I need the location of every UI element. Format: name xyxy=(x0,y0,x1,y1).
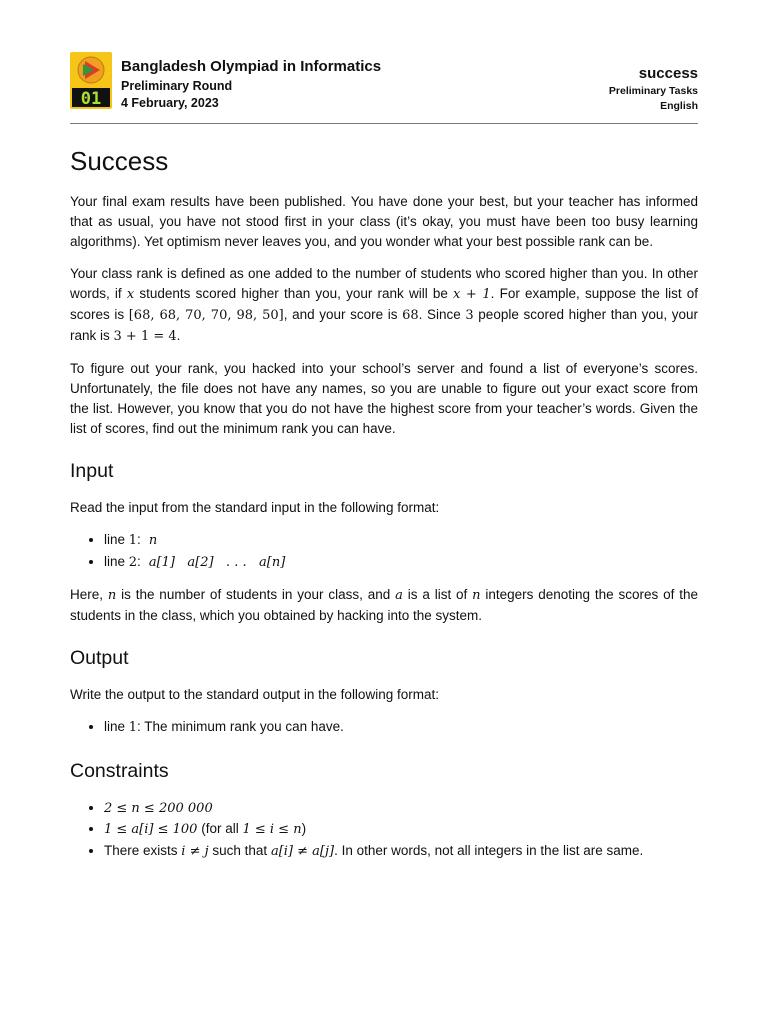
text: . xyxy=(176,328,181,343)
input-format-list xyxy=(70,530,698,573)
math: 3 xyxy=(465,308,474,323)
input-heading: Input xyxy=(70,460,114,482)
math: 1 xyxy=(128,533,138,548)
task-id: success xyxy=(638,65,698,82)
intro-paragraph-2 xyxy=(70,264,698,347)
text: . In other words, not all integers in the list are same. xyxy=(334,842,644,858)
text: line xyxy=(104,719,129,734)
problem-statement xyxy=(70,140,698,874)
text: . For example, suppose the list of scores is xyxy=(70,286,699,322)
task-category: Preliminary Tasks xyxy=(608,85,698,97)
constraints-heading: Constraints xyxy=(70,759,169,782)
math: [68, 68, 70, 70, 98, 50] xyxy=(128,308,284,323)
text: people scored higher than you, your rank is xyxy=(70,307,698,343)
math: 2 ≤ n ≤ 200 000 xyxy=(104,800,213,816)
list-item xyxy=(104,530,698,552)
list-item xyxy=(104,841,698,863)
text: students scored higher than you, your rank will be xyxy=(134,286,454,301)
text: There exists xyxy=(104,842,182,858)
math: a[1] a[2] . . . a[n] xyxy=(148,554,286,570)
round-name: Preliminary Round xyxy=(121,79,233,93)
math: 1 ≤ i ≤ n xyxy=(242,822,302,837)
text: line xyxy=(104,532,129,547)
logo-text: 01 xyxy=(80,89,102,109)
text: Your class rank is defined as one added to the number of students who scored higher than you. In other words, if xyxy=(70,266,698,301)
math: 1 ≤ a[i] ≤ 100 xyxy=(104,822,198,837)
text: : xyxy=(137,532,141,547)
organization-name: Bangladesh Olympiad in Informatics xyxy=(121,58,382,75)
contest-date: 4 February, 2023 xyxy=(121,96,219,110)
output-description: Write the output to the standard output in the following format: xyxy=(70,687,439,702)
text: integers denoting the scores of the students in the class, which you obtained by hacking into the system. xyxy=(70,587,699,623)
math: 3 + 1 = 4 xyxy=(113,329,177,344)
math: i ≠ j xyxy=(181,843,209,859)
page-title: Success xyxy=(70,146,169,176)
text: . Since xyxy=(418,307,466,322)
output-heading: Output xyxy=(70,647,129,669)
text: is a list of xyxy=(402,587,473,602)
math: x + 1 xyxy=(453,287,491,302)
boi-logo-icon xyxy=(70,52,112,109)
text: is the number of students in your class, and xyxy=(116,587,396,602)
list-item xyxy=(104,798,698,820)
input-description: Read the input from the standard input in the following format: xyxy=(70,500,440,515)
text: : xyxy=(137,553,141,569)
text: line xyxy=(104,553,129,569)
intro-paragraph-3: To figure out your rank, you hacked into your school’s server and found a list of everyone’s scores. Unfortunately, the file does not have any names, so you are unable to figure out your exact score from the list. However, you know that you do not have the highest score from your teacher’s words. Given the list of scores, find out the minimum rank you can have. xyxy=(70,361,698,436)
math: x xyxy=(126,287,135,302)
text: such that xyxy=(208,842,271,858)
list-item xyxy=(104,717,698,739)
math: n xyxy=(148,533,158,548)
intro-paragraph-1: Your final exam results have been published. You have done your best, but your teacher has informed that as usual, you have not stood first in your class (it’s okay, you must have been too busy learning algorithms). Yet optimism never leaves you, and you wonder what your best possible rank can be. xyxy=(70,194,698,249)
header-divider xyxy=(70,123,698,124)
page-header xyxy=(70,52,698,124)
math: a xyxy=(395,588,403,603)
text: ) xyxy=(301,821,307,836)
math: 68 xyxy=(402,308,419,323)
list-item xyxy=(104,819,698,841)
input-explanation xyxy=(70,585,698,626)
math: a[i] ≠ a[j] xyxy=(270,843,335,859)
list-item xyxy=(104,552,698,574)
math: 1 xyxy=(128,720,138,735)
text: Here, xyxy=(70,587,108,602)
text: (for all xyxy=(197,821,243,836)
math: 2 xyxy=(128,554,138,570)
math: n xyxy=(107,588,117,603)
math: n xyxy=(472,588,481,603)
output-format-list xyxy=(70,717,698,739)
task-language: English xyxy=(660,100,698,112)
text: , and your score is xyxy=(283,307,403,322)
text: : The minimum rank you can have. xyxy=(137,719,344,734)
constraints-list xyxy=(70,798,698,863)
